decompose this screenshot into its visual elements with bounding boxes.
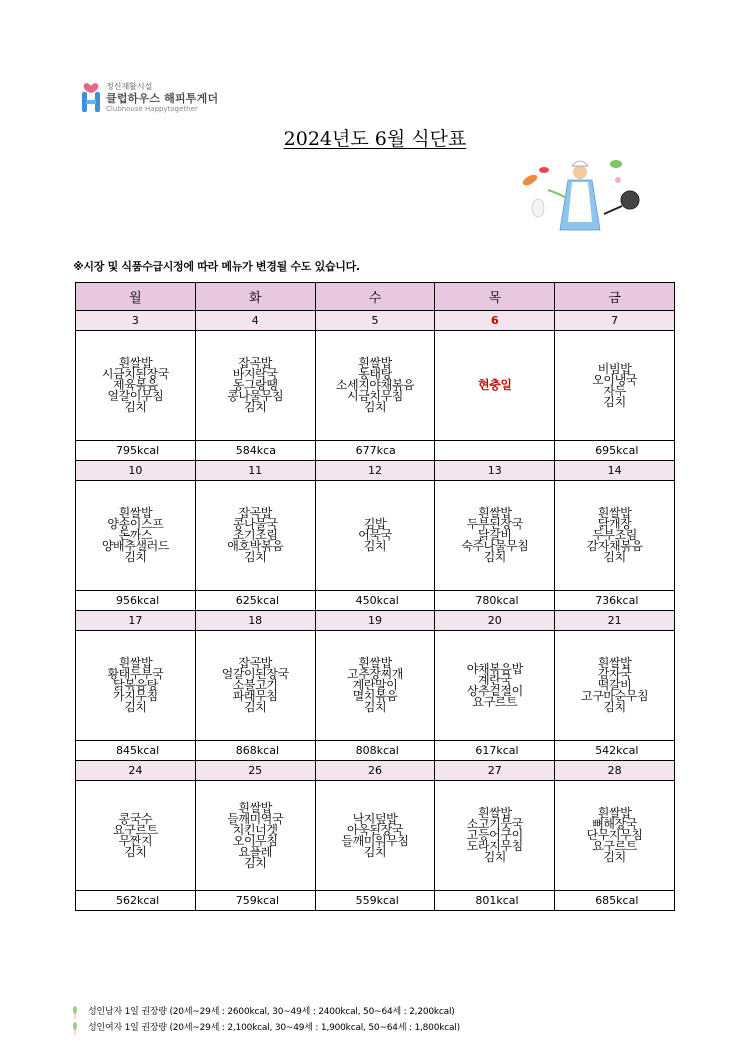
menu-item: 흰쌀밥 bbox=[118, 656, 153, 670]
menu-cell-mon bbox=[76, 631, 196, 741]
calorie-cell-tue: 868kcal bbox=[195, 741, 315, 761]
menu-item: 요구르트 bbox=[472, 694, 518, 709]
menu-item: 김치 bbox=[363, 844, 387, 859]
menu-item: 김치 bbox=[483, 850, 506, 864]
date-cell-thu: 13 bbox=[435, 461, 555, 481]
menu-item: 김치 bbox=[603, 550, 626, 564]
menu-item: 양배추샐러드 bbox=[101, 539, 169, 553]
date-cell-wed: 19 bbox=[315, 611, 435, 631]
menu-item: 김치 bbox=[603, 394, 626, 409]
menu-cell-tue bbox=[195, 481, 315, 591]
calorie-cell-fri: 685kcal bbox=[555, 891, 675, 911]
menu-item: 감자채볶음 bbox=[586, 539, 643, 553]
menu-item: 김치 bbox=[603, 700, 626, 714]
logo-english: Clubhouse Happytogether bbox=[106, 105, 198, 113]
menu-item: 잡곡밥 bbox=[238, 506, 272, 520]
date-cell-wed: 26 bbox=[315, 761, 435, 781]
meal-plan-table bbox=[75, 282, 675, 911]
menu-item: 김치 bbox=[363, 400, 387, 414]
calorie-cell-fri: 695kcal bbox=[555, 441, 675, 461]
menu-item: 흰쌀밥 bbox=[597, 806, 632, 820]
calorie-cell-thu: 617kcal bbox=[435, 741, 555, 761]
logo-name: 클럽하우스 해피투게더 bbox=[106, 92, 219, 105]
menu-item: 잡곡밥 bbox=[238, 656, 272, 670]
menu-item: 무짠지 bbox=[118, 833, 153, 848]
date-cell-mon: 3 bbox=[76, 311, 196, 331]
recommended-intake-note bbox=[72, 1004, 460, 1036]
menu-item: 요플레 bbox=[238, 844, 272, 859]
menu-item: 들깨미역국 bbox=[227, 811, 284, 826]
menu-item: 뼈해장국 bbox=[592, 817, 637, 831]
menu-cell-mon bbox=[76, 781, 196, 891]
menu-cell-tue bbox=[195, 781, 315, 891]
menu-item: 오이무침 bbox=[232, 833, 278, 848]
calorie-row bbox=[76, 591, 675, 611]
calorie-cell-wed: 808kcal bbox=[315, 741, 435, 761]
menu-item: 김치 bbox=[124, 400, 147, 414]
calorie-row bbox=[76, 741, 675, 761]
menu-item: 김치 bbox=[483, 550, 506, 564]
chef-illustration bbox=[518, 150, 640, 250]
date-cell-mon: 17 bbox=[76, 611, 196, 631]
calorie-row bbox=[76, 891, 675, 911]
menu-item: 가지무침 bbox=[113, 689, 158, 703]
holiday-label: 현충일 bbox=[478, 378, 512, 392]
menu-item: 김치 bbox=[124, 844, 147, 859]
menu-item: 도라지무침 bbox=[466, 839, 523, 853]
menu-item: 콩나물국 bbox=[232, 517, 278, 531]
menu-cell-fri bbox=[555, 481, 675, 591]
menu-item: 흰쌀밥 bbox=[597, 506, 632, 520]
menu-item: 두부조림 bbox=[592, 528, 637, 542]
logo-h-icon bbox=[80, 80, 102, 114]
male-intake-row bbox=[72, 1004, 460, 1020]
menu-item: 조기조림 bbox=[232, 528, 278, 542]
menu-cell-fri bbox=[555, 331, 675, 441]
menu-item: 멸치볶음 bbox=[352, 689, 398, 703]
menu-item: 김치 bbox=[363, 700, 387, 714]
menu-item: 김치 bbox=[244, 550, 267, 564]
menu-item: 소세지야채볶음 bbox=[335, 378, 415, 392]
menu-change-notice: ※시장 및 식품수급시정에 따라 메뉴가 변경될 수도 있습니다. bbox=[73, 260, 360, 273]
date-cell-mon: 24 bbox=[76, 761, 196, 781]
calorie-cell-tue: 584kca bbox=[195, 441, 315, 461]
menu-row bbox=[76, 781, 675, 891]
menu-item: 바지락국 bbox=[232, 367, 278, 381]
menu-item: 두부된장국 bbox=[466, 517, 523, 531]
date-cell-wed: 5 bbox=[315, 311, 435, 331]
date-row bbox=[76, 461, 675, 481]
menu-item: 얼갈이된장국 bbox=[221, 667, 289, 681]
calorie-cell-mon: 845kcal bbox=[76, 741, 196, 761]
menu-item: 얼갈이무침 bbox=[107, 389, 164, 403]
menu-item: 계란국 bbox=[478, 672, 512, 687]
calorie-cell-thu bbox=[435, 441, 555, 461]
menu-item: 치킨너겟 bbox=[232, 822, 278, 837]
date-cell-tue: 11 bbox=[195, 461, 315, 481]
menu-item: 떡갈비 bbox=[597, 678, 632, 692]
calorie-cell-wed: 450kcal bbox=[315, 591, 435, 611]
menu-item: 흰쌀밥 bbox=[478, 806, 512, 820]
menu-cell-fri bbox=[555, 631, 675, 741]
date-cell-fri: 21 bbox=[555, 611, 675, 631]
menu-item: 시금치무침 bbox=[347, 389, 403, 403]
menu-item: 들깨미워무침 bbox=[341, 833, 409, 848]
menu-item: 고구마순무침 bbox=[581, 689, 649, 703]
menu-item: 단무지무침 bbox=[586, 828, 643, 842]
menu-item: 애호박볶음 bbox=[227, 539, 284, 553]
calorie-cell-fri: 542kcal bbox=[555, 741, 675, 761]
menu-cell-thu bbox=[435, 631, 555, 741]
date-cell-fri: 7 bbox=[555, 311, 675, 331]
menu-item: 흰쌀밥 bbox=[238, 800, 272, 815]
weekday-mon: 월 bbox=[76, 283, 196, 311]
date-row bbox=[76, 311, 675, 331]
date-cell-fri: 28 bbox=[555, 761, 675, 781]
menu-item: 흰쌀밥 bbox=[478, 506, 512, 520]
female-intake-row bbox=[72, 1020, 460, 1036]
leaf-icon bbox=[72, 1005, 78, 1019]
menu-cell-fri bbox=[555, 781, 675, 891]
male-intake-text: 성인남자 1일 권장량 (20세~29세 : 2600kcal, 30~49세 : 2400kcal, 50~64세 : 2,200kcal) bbox=[88, 1007, 455, 1017]
menu-item: 김치 bbox=[363, 539, 387, 553]
calorie-cell-wed: 559kcal bbox=[315, 891, 435, 911]
menu-cell-thu bbox=[435, 481, 555, 591]
date-cell-fri: 14 bbox=[555, 461, 675, 481]
menu-item: 김밥 bbox=[363, 517, 387, 531]
menu-item: 양송이스프 bbox=[107, 517, 164, 531]
calorie-cell-tue: 759kcal bbox=[195, 891, 315, 911]
weekday-fri: 금 bbox=[555, 283, 675, 311]
menu-item: 닭갈비 bbox=[478, 528, 512, 542]
menu-item: 요구르트 bbox=[113, 822, 158, 837]
logo-subtitle: 정신재활시설 bbox=[106, 82, 153, 91]
date-cell-tue: 4 bbox=[195, 311, 315, 331]
weekday-wed: 수 bbox=[315, 283, 435, 311]
date-cell-tue: 18 bbox=[195, 611, 315, 631]
calorie-cell-wed: 677kca bbox=[315, 441, 435, 461]
menu-item: 야채볶음밥 bbox=[466, 661, 523, 676]
menu-item: 잡곡밥 bbox=[238, 356, 272, 370]
menu-item: 흰쌀밥 bbox=[358, 356, 392, 370]
menu-item: 계란말이 bbox=[352, 678, 398, 692]
menu-item: 흰쌀밥 bbox=[358, 656, 392, 670]
menu-cell-wed bbox=[315, 331, 435, 441]
female-intake-text: 성인여자 1일 권장량 (20세~29세 : 2,100kcal, 30~49세 : 1,900kcal, 50~64세 : 1,800kcal) bbox=[88, 1023, 460, 1033]
menu-item: 요구르트 bbox=[592, 839, 637, 853]
menu-item: 흰쌀밥 bbox=[118, 506, 153, 520]
menu-item: 김치 bbox=[603, 850, 626, 864]
clubhouse-logo bbox=[80, 78, 240, 118]
menu-cell-tue bbox=[195, 331, 315, 441]
calorie-cell-mon: 562kcal bbox=[76, 891, 196, 911]
menu-row bbox=[76, 631, 675, 741]
menu-cell-thu bbox=[435, 331, 555, 441]
menu-item: 상추겉절이 bbox=[466, 683, 523, 698]
menu-item: 닭개장 bbox=[597, 517, 632, 531]
date-cell-thu: 20 bbox=[435, 611, 555, 631]
menu-item: 숙주나물무침 bbox=[461, 539, 529, 553]
weekday-header-row bbox=[76, 283, 675, 311]
menu-item: 김치 bbox=[244, 700, 267, 714]
date-row bbox=[76, 761, 675, 781]
menu-item: 콩나물무침 bbox=[227, 389, 284, 403]
leaf-icon bbox=[72, 1021, 78, 1035]
menu-item: 비빔밥 bbox=[597, 361, 632, 376]
menu-item: 어묵국 bbox=[358, 528, 392, 542]
date-cell-wed: 12 bbox=[315, 461, 435, 481]
menu-cell-tue bbox=[195, 631, 315, 741]
menu-item: 아욱된장국 bbox=[347, 822, 403, 837]
menu-item: 황태두부국 bbox=[107, 667, 164, 681]
menu-item: 동그랑땡 bbox=[232, 378, 278, 392]
weekday-tue: 화 bbox=[195, 283, 315, 311]
page-title: 2024년도 6월 식단표 bbox=[283, 128, 467, 150]
menu-item: 낙지덮밥 bbox=[352, 811, 398, 826]
menu-item: 고등어구이 bbox=[466, 828, 523, 842]
calorie-cell-fri: 736kcal bbox=[555, 591, 675, 611]
menu-item: 김치 bbox=[244, 855, 267, 870]
menu-item: 자두 bbox=[603, 383, 626, 398]
menu-item: 소고기뭇국 bbox=[466, 817, 523, 831]
menu-item: 파래무침 bbox=[232, 689, 278, 703]
menu-cell-wed bbox=[315, 781, 435, 891]
date-row bbox=[76, 611, 675, 631]
menu-item: 시금치된장국 bbox=[101, 367, 169, 381]
calorie-cell-thu: 801kcal bbox=[435, 891, 555, 911]
menu-item: 흰쌀밥 bbox=[118, 356, 153, 370]
menu-item: 소불고기 bbox=[232, 678, 278, 692]
menu-cell-mon bbox=[76, 331, 196, 441]
date-cell-tue: 25 bbox=[195, 761, 315, 781]
menu-item: 닭볶음탕 bbox=[113, 678, 158, 692]
menu-item: 콩국수 bbox=[118, 811, 153, 826]
menu-item: 감자국 bbox=[597, 667, 632, 681]
menu-row bbox=[76, 481, 675, 591]
calorie-cell-mon: 956kcal bbox=[76, 591, 196, 611]
menu-cell-wed bbox=[315, 481, 435, 591]
menu-item: 고추장찌개 bbox=[347, 667, 403, 681]
menu-item: 동태탕 bbox=[358, 367, 392, 381]
menu-item: 김치 bbox=[244, 400, 267, 414]
menu-cell-mon bbox=[76, 481, 196, 591]
menu-item: 김치 bbox=[124, 700, 147, 714]
calorie-cell-thu: 780kcal bbox=[435, 591, 555, 611]
date-cell-thu: 6 bbox=[435, 311, 555, 331]
calorie-cell-tue: 625kcal bbox=[195, 591, 315, 611]
menu-item: 김치 bbox=[124, 550, 147, 564]
menu-item: 흰쌀밥 bbox=[597, 656, 632, 670]
weekday-thu: 목 bbox=[435, 283, 555, 311]
menu-item: 제육볶음 bbox=[113, 378, 158, 392]
date-cell-mon: 10 bbox=[76, 461, 196, 481]
menu-cell-wed bbox=[315, 631, 435, 741]
menu-item: 오이냉국 bbox=[592, 372, 637, 387]
menu-item: 돈까스 bbox=[118, 528, 153, 542]
calorie-cell-mon: 795kcal bbox=[76, 441, 196, 461]
calorie-row bbox=[76, 441, 675, 461]
date-cell-thu: 27 bbox=[435, 761, 555, 781]
menu-cell-thu bbox=[435, 781, 555, 891]
menu-row bbox=[76, 331, 675, 441]
